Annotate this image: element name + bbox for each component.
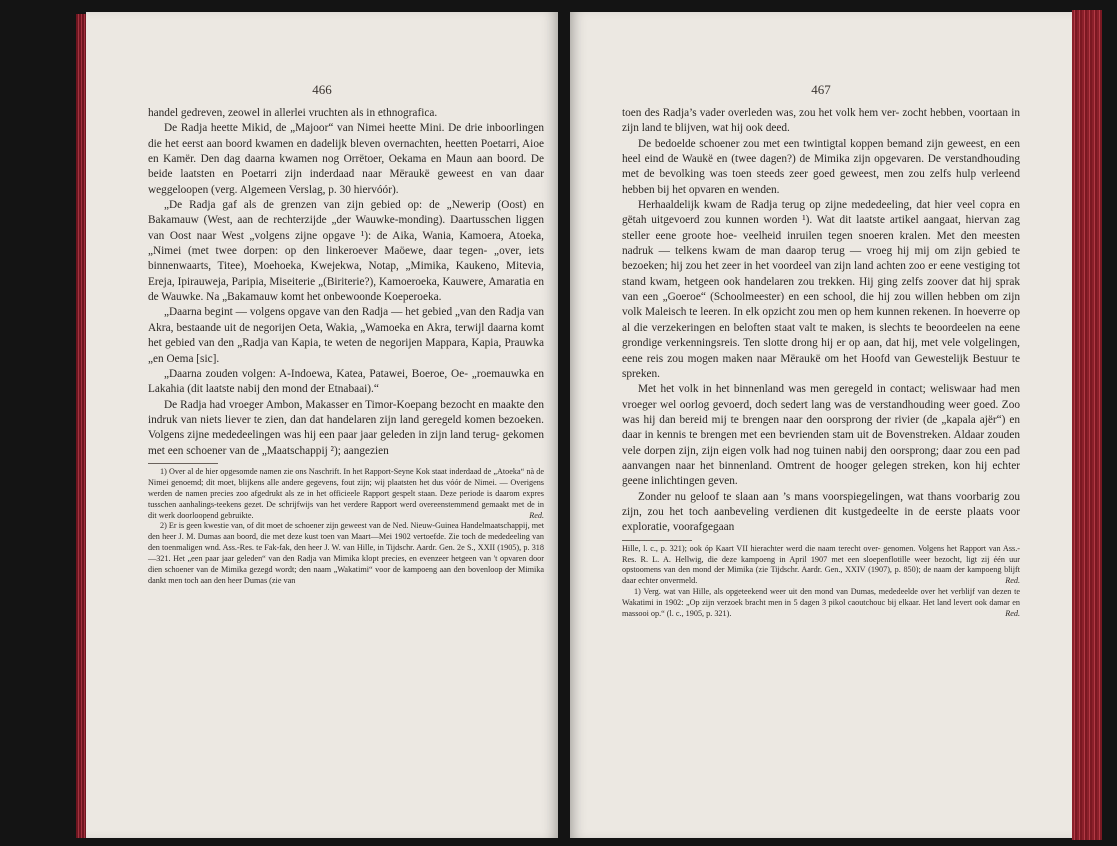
paragraph: toen des Radja’s vader overleden was, zou het volk hem ver- zocht hebben, voortaan in zijn land te blijven, wat hij ook deed.: [622, 107, 1020, 135]
footnote-divider: [148, 463, 218, 464]
book-edge-right: [1072, 10, 1102, 840]
paragraph: De Radja had vroeger Ambon, Makasser en Timor-Koepang bezocht en maakte den indruk van niets liever te zien, dan dat handelaren zijn land geregeld komen bezoeken. Volgens zijne mededeelingen was hij een paar jaar geleden in zijn land terug- gekomen met een schoener van de „Maatschappij ²); aangezien: [148, 398, 544, 457]
footnote: [148, 467, 544, 522]
footnote-text: Hille, l. c., p. 321); ook óp Kaart VII hierachter werd die naam terecht over- genomen. Volgens het Rapport van Ass.-Res. R. L. A. Hellwig, die deze kampoeng in April 1907 met een sloepenflotille weer bezocht, ligt zij één uur opstoomens van den mond der Mimika (zie Tijdschr. Aardr. Gen., XXIV (1907), p. 850); de naam der kampoeng blijft daar echter onvermeld.: [622, 543, 1020, 586]
footnote-signature: Red.: [529, 510, 544, 520]
paragraph: De bedoelde schoener zou met een twintigtal koppen bemand zijn geweest, en een heel eind de Waukë en (twee dagen?) de Mimika zijn opgevaren. De verstandhouding met de bevolking was toen steeds zeer goed geweest, men zou zelfs hulp verleend hebben bij het opvaren en wenden.: [622, 137, 1020, 196]
book-edge-left: [76, 14, 86, 838]
paragraph: handel gedreven, zeowel in allerlei vruchten als in ethnografica.: [148, 107, 438, 119]
footnote: [622, 587, 1020, 620]
footnote-divider: [622, 540, 692, 541]
page-number: 467: [811, 82, 831, 97]
main-text: [148, 106, 544, 459]
main-text: [622, 106, 1020, 536]
paragraph: „Daarna begint — volgens opgave van den Radja — het gebied „van den Radja van Akra, bestaande uit de negorijen Oeta, Wakia, „Wamoeka en Akra, terwijl daarna komt het gebied van den „Radja van Kapia, te weten de negorijen Mappara, Kapia, Prauwka „en Oema [sic].: [148, 306, 544, 365]
footnote: 2) Er is geen kwestie van, of dit moet de schoener zijn geweest van de Ned. Nieuw-Guinea Handelmaatschappij, met den heer J. M. Dumas aan boord, die met deze kust toen van Maart—Mei 1902 vertoefde. Zie toch de mededeeling van den toenmaligen wnd. Ass.-Res. te Fak-fak, den heer J. W. van Hille, in Tijdschr. Aardr. Gen. 2e S., XXII (1905), p. 318—321. Het „een paar jaar geleden“ van den Radja van Mimika klopt precies, en evenzeer hetgeen van 't opvaren door dien schoener van de Mimika gezegd wordt; den naam „Wakatimi“ voor de kampoeng aan den bovenloop der Mimika dankt men toch aan den heer Dumas (zie van: [148, 521, 544, 585]
paragraph: „De Radja gaf als de grenzen van zijn gebied op: de „Newerip (Oost) en Bakamauw (West, aan de rechterzijde „der Wauwke-monding). Daartusschen liggen van Oost naar West „volgens zijne opgave ¹): de Aika, Wania, Kamoera, Atoeka, „Nimei (met twee dorpen: op den linkeroever Maöewe, daar tegen- „over, iets binnenwaarts, Titee), Moehoeka, Kwejekwa, Notap, „Mimika, Kaukeno, Mitevia, Ereja, Ipirauweja, Paripia, Miseiterie „(Biriterie?), Kamoeroeka, Kauwere, Amaratia en de Wauwke. Na „Bakamauw komt het onbewoonde Koeperoeka.: [148, 199, 544, 304]
text-column: [148, 106, 544, 587]
paragraph: Herhaaldelijk kwam de Radja terug op zijne mededeeling, dat hier veel copra en gëtah uitgevoerd zou kunnen worden ¹). Wat dit laatste artikel aangaat, hiervan zag steller eene groote hoe- veelheid inruilen tegen snoeren kralen. Met den meesten nadruk — telkens kwam de man daarop terug — vroeg hij mij om zijn gebied te bezoeken; hij zou het zeer in het voordeel van zijn land achten zoo er eene vestiging tot stand kwam, hetgeen ook handelaren zou trekken. Hij ging zelfs zoover dat hij sprak van een „Goeroe“ (Schoolmeester) en een school, die hij zou willen hebben om zijn volk Maleisch te leeren. In elk opzicht zou men op hem kunnen rekenen. In hoeverre op al die verzekeringen en beloften staat valt te maken, is slechts te beoordeelen na eene grondige verkenningsreis. Ten slotte drong hij er op aan, dat hij, met vele volgelingen, eene reis zou mogen maken naar Mëraukë om het Hoofd van Gewestelijk Bestuur te spreken.: [622, 199, 1020, 380]
left-page: [86, 12, 558, 838]
paragraph: De Radja heette Mikid, de „Majoor“ van Nimei heette Mini. De drie inboorlingen die het eerst aan boord kwamen en dadelijk bleven overnachten, heetten Poetarri, Aioe en Kamër. Den dag daarna kwamen nog Orrëtoer, Oekama en Maun aan boord. De beide laatsten en Poetarri zijn inderdaad naar Mëraukë geweest en van daar weggeloopen (verg. Algemeen Verslag, p. 30 hiervóór).: [148, 122, 544, 196]
footnote-signature: Red.: [1005, 609, 1020, 619]
footnote-text: 1) Verg. wat van Hille, als opgeteekend weer uit den mond van Dumas, mededeelde over het verblijf van dezen te Wakatimi in 1902: „Op zijn verzoek bracht men in 5 dagen 3 pikol caoutchouc bij elkaar. Het land levert ook damar en massooi op.“ (l. c., 1905, p. 321).: [622, 587, 1020, 619]
right-page: [570, 12, 1072, 838]
text-column: [622, 106, 1020, 620]
footnotes: [622, 544, 1020, 620]
paragraph: Met het volk in het binnenland was men geregeld in contact; weliswaar had men vroeger wel oorlog gevoerd, doch sedert lang was de verstandhouding weer goed. Zoo was hij dan bereid mij te brengen naar den oorsprong der rivier (de „kapala ajër“) en daar in kennis te brengen met een bevrienden stam uit de Bovenstreken. Aldaar zouden vele dorpen zijn, zijn eigen volk had nog tuinen nabij den oorsprong; daar zou een pad aanvangen naar het binnenland. Omtrent de hooger gelegen streken, kon hij echter geene inlichtingen geven.: [622, 383, 1020, 488]
footnote-text: 1) Over al de hier opgesomde namen zie ons Naschrift. In het Rapport-Seyne Kok staat inderdaad de „Atoeka“ nà de Nimei genoemd; dit moet, blijkens alle andere gegevens, fout zijn; wij plaatsten het dus vóór de Nimei. — Overigens werden de namen precies zoo afgedrukt als ze in het officieele Rapport gespelt staan. Deze periode is daarom expres tusschen aanhalings-teekens gezet. De schrijfwijs van het verdere Rapport werd overeenstemmend gemaakt met de in dit werk doorloopend gebruikte.: [148, 466, 544, 520]
footnote-signature: Red.: [1005, 576, 1020, 586]
paragraph: Zonder nu geloof te slaan aan ’s mans voorspiegelingen, wat thans voorbarig zou zijn, zou het toch aanbeveling verdienen dit kustgedeelte in de eerste plaats voor exploratie, voorafgegaan: [622, 490, 1020, 534]
page-number: 466: [312, 82, 332, 97]
footnotes: [148, 467, 544, 587]
footnote: [622, 544, 1020, 588]
paragraph: „Daarna zouden volgen: A-Indoewa, Katea, Patawei, Boeroe, Oe- „roemauwka en Lakahia (dit laatste nabij den mond der Etnabaai).“: [148, 367, 544, 396]
